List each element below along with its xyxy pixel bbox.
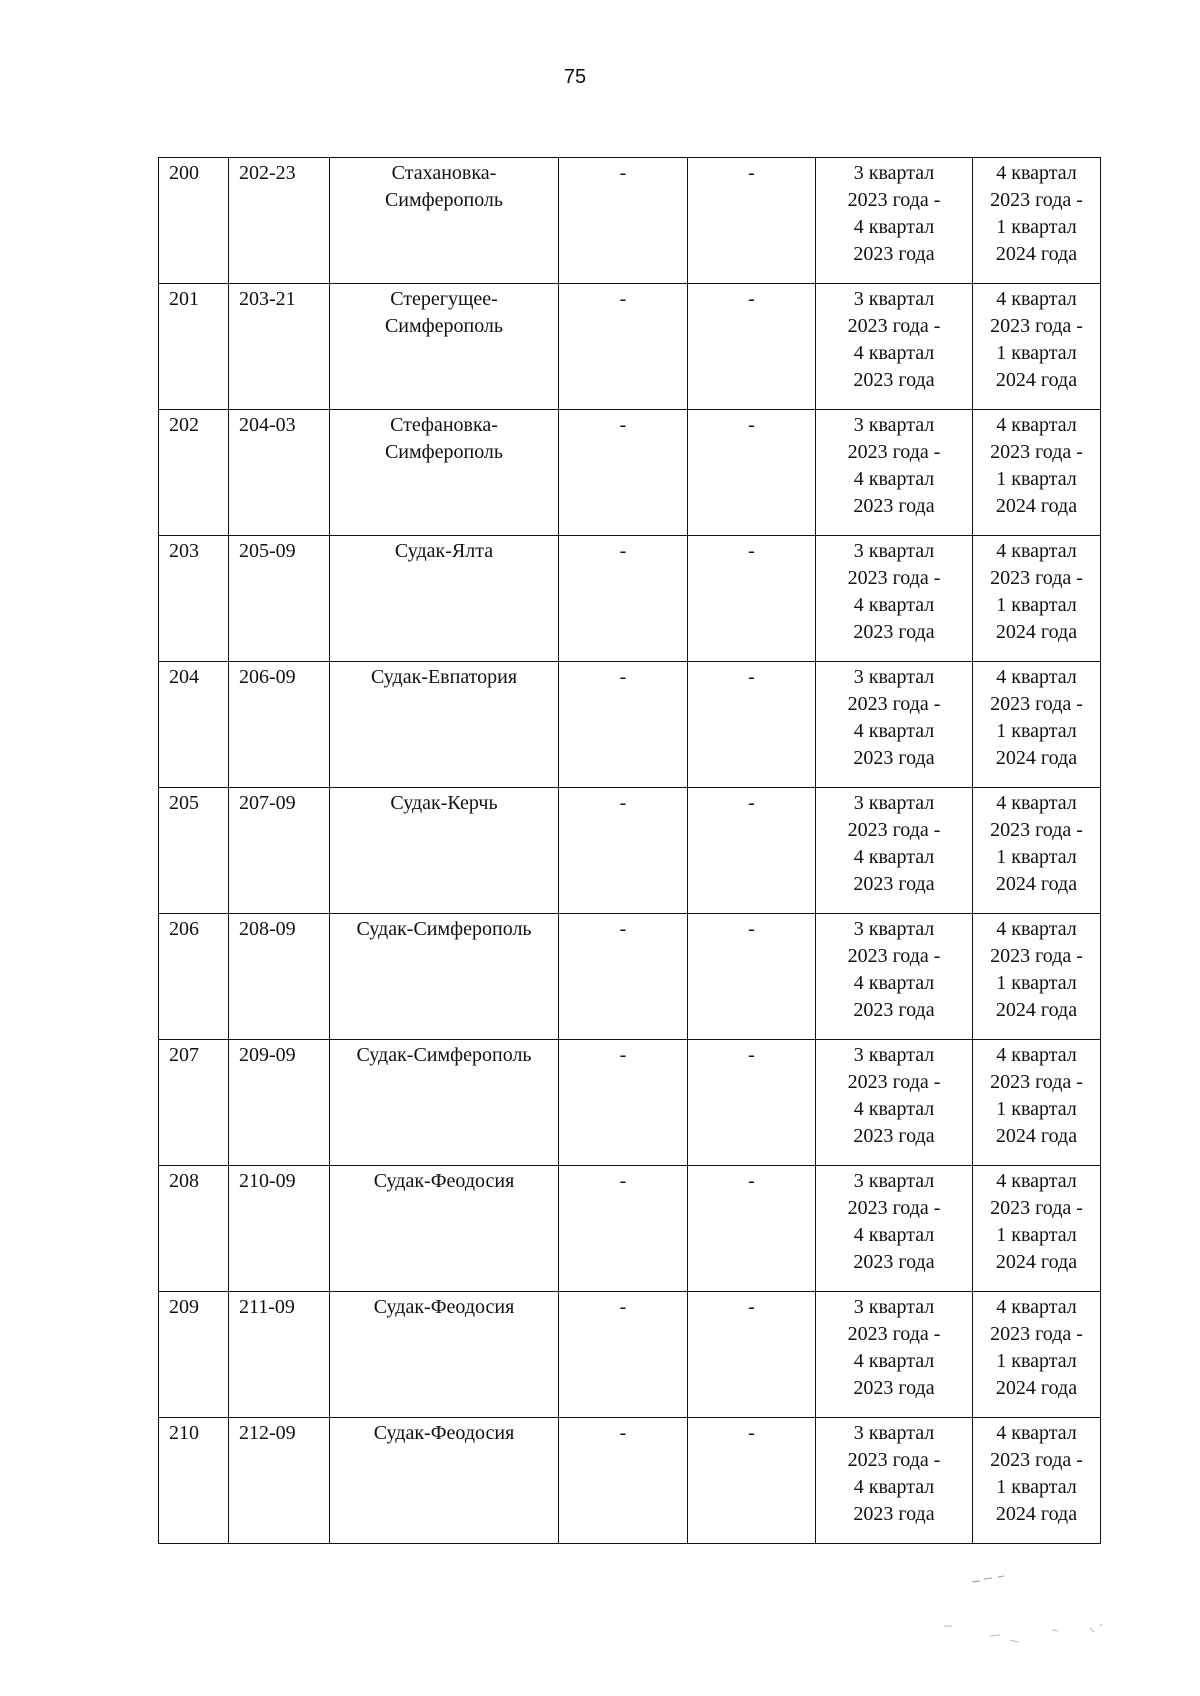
period-start-line: 2023 года - <box>847 819 941 841</box>
row-number-cell <box>159 536 229 662</box>
route-name-line: Симферополь <box>384 441 504 463</box>
period-start-line: 4 квартал <box>853 720 935 742</box>
period-end-line: 1 квартал <box>996 1350 1077 1372</box>
period-start-line: 2023 года <box>853 1377 935 1399</box>
row-number: 210 <box>169 1422 199 1444</box>
period-start-line: 3 квартал <box>853 792 935 814</box>
dash-cell-1 <box>559 914 688 1040</box>
dash-cell-1 <box>559 536 688 662</box>
row-number: 207 <box>169 1044 199 1066</box>
period-end-line: 4 квартал <box>996 1170 1077 1192</box>
table-row <box>159 158 1101 284</box>
period-start-line: 2023 года <box>853 243 935 265</box>
period-start-line: 2023 года - <box>847 1449 941 1471</box>
route-name-line: Судак-Феодосия <box>373 1170 515 1192</box>
period-end-line: 4 квартал <box>996 792 1077 814</box>
route-code: 209-09 <box>239 1044 296 1066</box>
route-name-cell <box>330 158 559 284</box>
dash-value: - <box>619 1170 627 1192</box>
period-start-line: 3 квартал <box>853 1422 935 1444</box>
period-end-line: 2024 года <box>995 1503 1078 1525</box>
route-name-line: Судак-Симферополь <box>356 918 532 940</box>
scan-specks-2 <box>940 1620 1110 1654</box>
row-number-cell <box>159 158 229 284</box>
dash-cell-1 <box>559 662 688 788</box>
dash-cell-2 <box>688 410 816 536</box>
table-row <box>159 1166 1101 1292</box>
dash-value: - <box>748 666 755 688</box>
period-start-cell <box>816 1418 973 1544</box>
period-start-cell <box>816 410 973 536</box>
route-name-line: Симферополь <box>384 315 504 337</box>
route-code: 207-09 <box>239 792 296 814</box>
dash-value: - <box>619 1044 627 1066</box>
period-start-cell <box>816 158 973 284</box>
period-end-line: 4 квартал <box>996 918 1077 940</box>
routes-table <box>158 157 1101 1544</box>
period-start-line: 2023 года - <box>847 189 941 211</box>
table-row <box>159 1040 1101 1166</box>
period-start-cell <box>816 536 973 662</box>
period-start-line: 4 квартал <box>853 972 935 994</box>
route-name-cell <box>330 410 559 536</box>
period-end-line: 2024 года <box>995 1377 1078 1399</box>
dash-value: - <box>619 1422 627 1444</box>
route-code: 212-09 <box>239 1422 296 1444</box>
route-name-line: Стерегущее- <box>390 288 498 310</box>
period-end-line: 1 квартал <box>996 216 1077 238</box>
period-start-line: 3 квартал <box>853 288 935 310</box>
period-end-line: 2023 года - <box>990 945 1083 967</box>
period-start-line: 4 квартал <box>853 342 935 364</box>
row-number-cell <box>159 914 229 1040</box>
period-end-cell <box>973 158 1101 284</box>
period-end-line: 4 квартал <box>996 540 1077 562</box>
dash-cell-2 <box>688 788 816 914</box>
dash-value: - <box>619 918 627 940</box>
route-name-line: Симферополь <box>384 189 504 211</box>
period-end-line: 4 квартал <box>996 1044 1077 1066</box>
dash-cell-1 <box>559 1292 688 1418</box>
table-row <box>159 536 1101 662</box>
period-end-line: 1 квартал <box>996 1224 1077 1246</box>
row-number-cell <box>159 284 229 410</box>
period-start-line: 4 квартал <box>853 846 935 868</box>
route-code: 202-23 <box>239 162 296 184</box>
period-end-line: 2024 года <box>995 495 1078 517</box>
period-start-cell <box>816 1040 973 1166</box>
period-end-line: 2024 года <box>995 1251 1078 1273</box>
route-code: 203-21 <box>239 288 296 310</box>
period-end-line: 2024 года <box>995 747 1078 769</box>
dash-value: - <box>748 1422 755 1444</box>
period-start-line: 3 квартал <box>853 540 935 562</box>
dash-value: - <box>748 1044 755 1066</box>
dash-cell-2 <box>688 284 816 410</box>
route-code: 204-03 <box>239 414 296 436</box>
period-start-line: 2023 года <box>853 495 935 517</box>
period-end-line: 2023 года - <box>990 1071 1083 1093</box>
row-number: 204 <box>169 666 199 688</box>
period-end-line: 1 квартал <box>996 720 1077 742</box>
route-name-cell <box>330 914 559 1040</box>
period-end-line: 2024 года <box>995 1125 1078 1147</box>
route-code-cell <box>229 284 330 410</box>
period-end-cell <box>973 1040 1101 1166</box>
route-name-line: Судак-Керчь <box>390 792 498 814</box>
period-end-cell <box>973 1166 1101 1292</box>
row-number-cell <box>159 788 229 914</box>
period-end-line: 2024 года <box>995 243 1078 265</box>
period-start-line: 3 квартал <box>853 1296 935 1318</box>
period-start-line: 2023 года <box>853 873 935 895</box>
period-end-cell <box>973 1418 1101 1544</box>
period-end-line: 2024 года <box>995 873 1078 895</box>
period-start-line: 2023 года - <box>847 693 941 715</box>
table-row <box>159 1292 1101 1418</box>
route-code-cell <box>229 1292 330 1418</box>
route-name-cell <box>330 284 559 410</box>
period-start-line: 2023 года - <box>847 945 941 967</box>
dash-cell-1 <box>559 788 688 914</box>
routes-table-body <box>159 158 1101 1544</box>
period-end-line: 2023 года - <box>990 1323 1083 1345</box>
page-number: 75 <box>563 66 587 88</box>
route-code-cell <box>229 410 330 536</box>
period-end-line: 1 квартал <box>996 594 1077 616</box>
table-row <box>159 410 1101 536</box>
period-start-cell <box>816 1166 973 1292</box>
dash-value: - <box>748 1296 755 1318</box>
period-start-line: 3 квартал <box>853 666 935 688</box>
dash-cell-2 <box>688 662 816 788</box>
period-start-line: 2023 года - <box>847 567 941 589</box>
dash-cell-1 <box>559 1040 688 1166</box>
dash-value: - <box>619 666 627 688</box>
table-row <box>159 914 1101 1040</box>
period-start-line: 4 квартал <box>853 1476 935 1498</box>
period-start-line: 3 квартал <box>853 1170 935 1192</box>
row-number: 200 <box>169 162 199 184</box>
table-row <box>159 788 1101 914</box>
period-start-cell <box>816 914 973 1040</box>
period-end-cell <box>973 410 1101 536</box>
period-start-line: 2023 года <box>853 1251 935 1273</box>
route-code: 211-09 <box>239 1296 295 1318</box>
table-row <box>159 284 1101 410</box>
period-end-line: 2024 года <box>995 369 1078 391</box>
dash-value: - <box>748 792 755 814</box>
period-end-cell <box>973 536 1101 662</box>
period-end-cell <box>973 662 1101 788</box>
period-end-line: 2023 года - <box>990 1449 1083 1471</box>
period-end-line: 2023 года - <box>990 693 1083 715</box>
period-start-line: 2023 года <box>853 1503 935 1525</box>
route-name-line: Судак-Феодосия <box>373 1422 515 1444</box>
row-number: 208 <box>169 1170 199 1192</box>
row-number-cell <box>159 1418 229 1544</box>
route-name-cell <box>330 1418 559 1544</box>
period-start-line: 4 квартал <box>853 468 935 490</box>
period-end-line: 2023 года - <box>990 315 1083 337</box>
period-end-line: 1 квартал <box>996 1476 1077 1498</box>
period-end-line: 2023 года - <box>990 441 1083 463</box>
route-name-line: Судак-Симферополь <box>356 1044 532 1066</box>
dash-value: - <box>619 1296 627 1318</box>
route-code-cell <box>229 1040 330 1166</box>
period-end-cell <box>973 284 1101 410</box>
period-start-cell <box>816 284 973 410</box>
period-end-line: 2024 года <box>995 999 1078 1021</box>
period-end-cell <box>973 1292 1101 1418</box>
dash-cell-1 <box>559 1418 688 1544</box>
dash-cell-2 <box>688 1292 816 1418</box>
row-number-cell <box>159 662 229 788</box>
route-name-line: Судак-Евпатория <box>370 666 518 688</box>
scan-speck-icon <box>970 1572 1010 1586</box>
route-name-line: Стахановка- <box>391 162 497 184</box>
dash-value: - <box>619 414 627 436</box>
dash-cell-1 <box>559 410 688 536</box>
period-start-line: 4 квартал <box>853 594 935 616</box>
period-end-line: 2023 года - <box>990 567 1083 589</box>
dash-value: - <box>748 540 755 562</box>
dash-cell-2 <box>688 158 816 284</box>
period-start-line: 3 квартал <box>853 162 935 184</box>
dash-value: - <box>619 792 627 814</box>
dash-cell-2 <box>688 1418 816 1544</box>
period-end-line: 2023 года - <box>990 189 1083 211</box>
row-number: 201 <box>169 288 199 310</box>
route-code: 205-09 <box>239 540 296 562</box>
dash-cell-2 <box>688 914 816 1040</box>
period-start-cell <box>816 1292 973 1418</box>
period-end-line: 1 квартал <box>996 468 1077 490</box>
route-code-cell <box>229 536 330 662</box>
route-name-line: Стефановка- <box>390 414 498 436</box>
row-number: 209 <box>169 1296 199 1318</box>
route-code: 206-09 <box>239 666 296 688</box>
dash-cell-2 <box>688 536 816 662</box>
period-start-line: 2023 года - <box>847 1071 941 1093</box>
period-start-line: 2023 года - <box>847 441 941 463</box>
route-code-cell <box>229 662 330 788</box>
route-code: 210-09 <box>239 1170 296 1192</box>
dash-cell-1 <box>559 158 688 284</box>
route-name-cell <box>330 1040 559 1166</box>
period-end-line: 1 квартал <box>996 846 1077 868</box>
period-start-line: 4 квартал <box>853 1350 935 1372</box>
dash-value: - <box>619 162 627 184</box>
period-start-line: 2023 года <box>853 1125 935 1147</box>
dash-value: - <box>619 288 627 310</box>
period-end-line: 4 квартал <box>996 414 1077 436</box>
table-row <box>159 1418 1101 1544</box>
period-end-line: 2024 года <box>995 621 1078 643</box>
period-start-line: 2023 года - <box>847 315 941 337</box>
period-start-line: 4 квартал <box>853 1098 935 1120</box>
row-number-cell <box>159 1292 229 1418</box>
dash-value: - <box>748 918 755 940</box>
period-start-line: 3 квартал <box>853 414 935 436</box>
dash-cell-2 <box>688 1040 816 1166</box>
route-name-cell <box>330 1166 559 1292</box>
row-number-cell <box>159 1040 229 1166</box>
route-code-cell <box>229 788 330 914</box>
row-number-cell <box>159 1166 229 1292</box>
scan-speck-icon-2 <box>940 1620 1110 1650</box>
period-end-line: 1 квартал <box>996 342 1077 364</box>
period-start-cell <box>816 788 973 914</box>
period-start-line: 2023 года <box>853 621 935 643</box>
route-name-cell <box>330 662 559 788</box>
dash-value: - <box>748 1170 755 1192</box>
period-start-line: 4 квартал <box>853 216 935 238</box>
route-name-line: Судак-Ялта <box>394 540 494 562</box>
dash-value: - <box>619 540 627 562</box>
period-start-line: 2023 года <box>853 999 935 1021</box>
period-end-line: 2023 года - <box>990 1197 1083 1219</box>
route-name-cell <box>330 1292 559 1418</box>
period-start-cell <box>816 662 973 788</box>
row-number: 203 <box>169 540 199 562</box>
route-code-cell <box>229 1418 330 1544</box>
period-end-line: 4 квартал <box>996 288 1077 310</box>
period-start-line: 2023 года - <box>847 1323 941 1345</box>
period-start-line: 2023 года - <box>847 1197 941 1219</box>
dash-value: - <box>748 414 755 436</box>
period-end-line: 4 квартал <box>996 1422 1077 1444</box>
dash-cell-1 <box>559 284 688 410</box>
row-number-cell <box>159 410 229 536</box>
period-start-line: 3 квартал <box>853 918 935 940</box>
period-start-line: 4 квартал <box>853 1224 935 1246</box>
dash-cell-2 <box>688 1166 816 1292</box>
period-start-line: 2023 года <box>853 369 935 391</box>
period-end-line: 4 квартал <box>996 666 1077 688</box>
period-end-cell <box>973 914 1101 1040</box>
route-code: 208-09 <box>239 918 296 940</box>
period-start-line: 2023 года <box>853 747 935 769</box>
row-number: 206 <box>169 918 199 940</box>
dash-cell-1 <box>559 1166 688 1292</box>
scan-specks <box>970 1572 1010 1590</box>
period-end-line: 2023 года - <box>990 819 1083 841</box>
period-end-line: 1 квартал <box>996 972 1077 994</box>
period-end-cell <box>973 788 1101 914</box>
period-start-line: 3 квартал <box>853 1044 935 1066</box>
route-code-cell <box>229 158 330 284</box>
row-number: 205 <box>169 792 199 814</box>
route-name-cell <box>330 536 559 662</box>
period-end-line: 4 квартал <box>996 162 1077 184</box>
period-end-line: 1 квартал <box>996 1098 1077 1120</box>
route-name-line: Судак-Феодосия <box>373 1296 515 1318</box>
route-name-cell <box>330 788 559 914</box>
period-end-line: 4 квартал <box>996 1296 1077 1318</box>
route-code-cell <box>229 914 330 1040</box>
route-code-cell <box>229 1166 330 1292</box>
table-row <box>159 662 1101 788</box>
dash-value: - <box>748 162 755 184</box>
row-number: 202 <box>169 414 199 436</box>
dash-value: - <box>748 288 755 310</box>
